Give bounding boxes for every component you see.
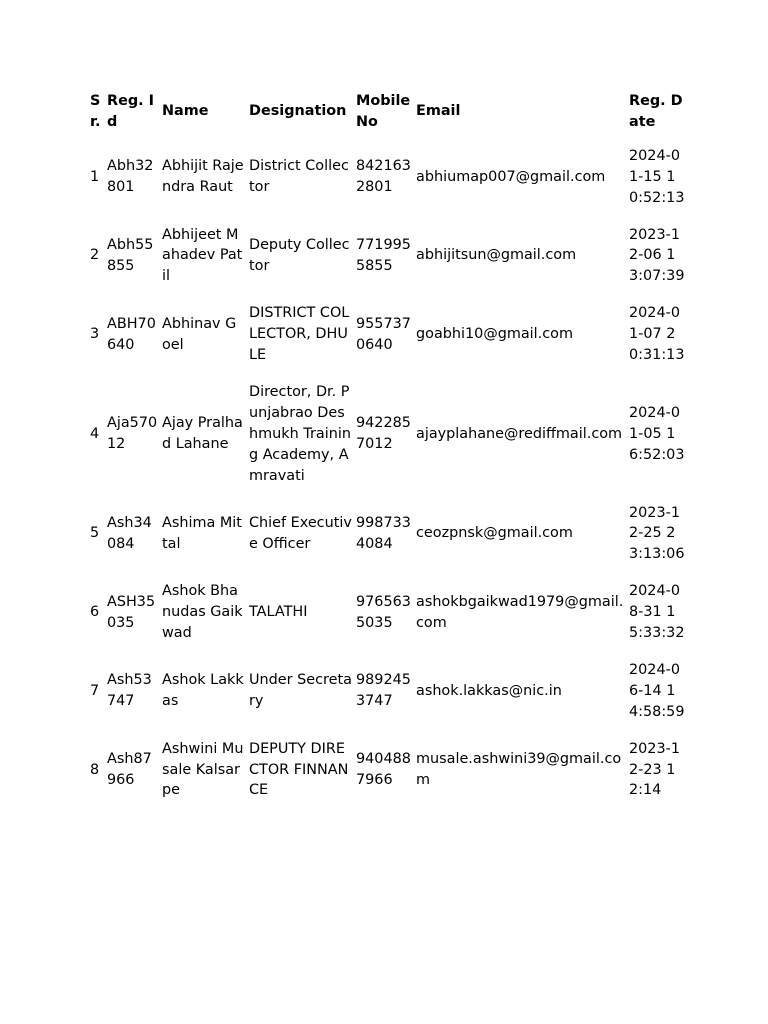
cell-sr: 5 — [90, 525, 100, 542]
cell-reg-date: 2024-01-07 20:31:13 — [629, 305, 685, 364]
cell-email: goabhi10@gmail.com — [416, 326, 573, 343]
cell-name: Ashok Lakkas — [162, 672, 244, 710]
cell-designation: Deputy Collector — [249, 236, 350, 274]
header-email: Email — [416, 103, 461, 120]
cell-email: ashokbgaikwad1979@gmail.com — [416, 593, 624, 631]
cell-reg-date: 2023-12-23 12:14 — [629, 740, 680, 799]
cell-designation: DISTRICT COLLECTOR, DHULE — [249, 305, 350, 364]
header-reg-date: Reg. Date — [629, 93, 683, 130]
table-row — [88, 734, 688, 813]
cell-reg-id: Abh55855 — [107, 236, 154, 274]
cell-name: Abhinav Goel — [162, 315, 237, 353]
cell-sr: 2 — [90, 247, 100, 264]
cell-reg-date: 2024-01-05 16:52:03 — [629, 404, 685, 463]
header-reg-id: Reg. Id — [107, 93, 154, 130]
cell-designation: TALATHI — [249, 604, 308, 621]
cell-mobile: 9987334084 — [356, 514, 411, 552]
cell-mobile: 9422857012 — [356, 415, 411, 453]
cell-reg-date: 2024-01-15 10:52:13 — [629, 147, 685, 206]
cell-reg-id: Abh32801 — [107, 158, 154, 196]
cell-designation: Director, Dr. Punjabrao Deshmukh Training Academy, Amravati — [249, 383, 351, 484]
cell-sr: 7 — [90, 682, 100, 699]
cell-email: ashok.lakkas@nic.in — [416, 682, 562, 699]
cell-sr: 3 — [90, 326, 100, 343]
cell-mobile: 9404887966 — [356, 751, 411, 789]
cell-name: Ashima Mittal — [162, 514, 242, 552]
cell-email: abhiumap007@gmail.com — [416, 168, 606, 185]
cell-reg-date: 2023-12-06 13:07:39 — [629, 226, 685, 285]
registration-sheet — [88, 88, 688, 920]
table-row — [88, 655, 688, 734]
cell-name: Abhijeet Mahadev Patil — [162, 226, 243, 285]
cell-designation: Chief Executive Officer — [249, 514, 352, 552]
cell-mobile: 9765635035 — [356, 593, 411, 631]
cell-mobile: 9892453747 — [356, 672, 411, 710]
cell-reg-date: 2023-12-25 23:13:06 — [629, 504, 685, 563]
cell-designation: DEPUTY DIRECTOR FINNANCE — [249, 740, 349, 799]
header-sr: Sr. — [90, 93, 101, 130]
cell-reg-id: Ash34084 — [107, 514, 152, 552]
cell-reg-id: Ash87966 — [107, 751, 152, 789]
cell-reg-id: ABH70640 — [107, 315, 156, 353]
cell-email: musale.ashwini39@gmail.com — [416, 751, 622, 789]
cell-reg-id: ASH35035 — [107, 593, 156, 631]
table-row — [88, 141, 688, 220]
table-row — [88, 377, 688, 498]
table-row — [88, 298, 688, 377]
cell-name: Abhijit Rajendra Raut — [162, 158, 244, 196]
cell-reg-date: 2024-08-31 15:33:32 — [629, 583, 685, 642]
cell-sr: 1 — [90, 168, 100, 185]
header-designation: Designation — [249, 103, 347, 120]
cell-mobile: 8421632801 — [356, 158, 411, 196]
header-name: Name — [162, 103, 209, 120]
cell-name: Ashok Bhanudas Gaikwad — [162, 583, 243, 642]
table-row — [88, 220, 688, 299]
table-row — [88, 576, 688, 655]
header-mobile: Mobile No — [356, 93, 411, 130]
cell-name: Ashwini Musale Kalsarpe — [162, 740, 244, 799]
cell-email: ceozpnsk@gmail.com — [416, 525, 573, 542]
cell-sr: 6 — [90, 604, 100, 621]
cell-designation: District Collector — [249, 158, 349, 196]
cell-name: Ajay Pralhad Lahane — [162, 415, 243, 453]
cell-sr: 8 — [90, 761, 100, 778]
cell-mobile: 9557370640 — [356, 315, 411, 353]
cell-sr: 4 — [90, 425, 100, 442]
cell-reg-id: Ash53747 — [107, 672, 152, 710]
cell-email: ajayplahane@rediffmail.com — [416, 425, 623, 442]
registration-table — [88, 88, 688, 812]
cell-email: abhijitsun@gmail.com — [416, 247, 577, 264]
cell-designation: Under Secretary — [249, 672, 352, 710]
cell-reg-date: 2024-06-14 14:58:59 — [629, 661, 685, 720]
cell-mobile: 7719955855 — [356, 236, 411, 274]
table-header-row — [88, 88, 688, 141]
cell-reg-id: Aja57012 — [107, 415, 158, 453]
table-row — [88, 498, 688, 577]
